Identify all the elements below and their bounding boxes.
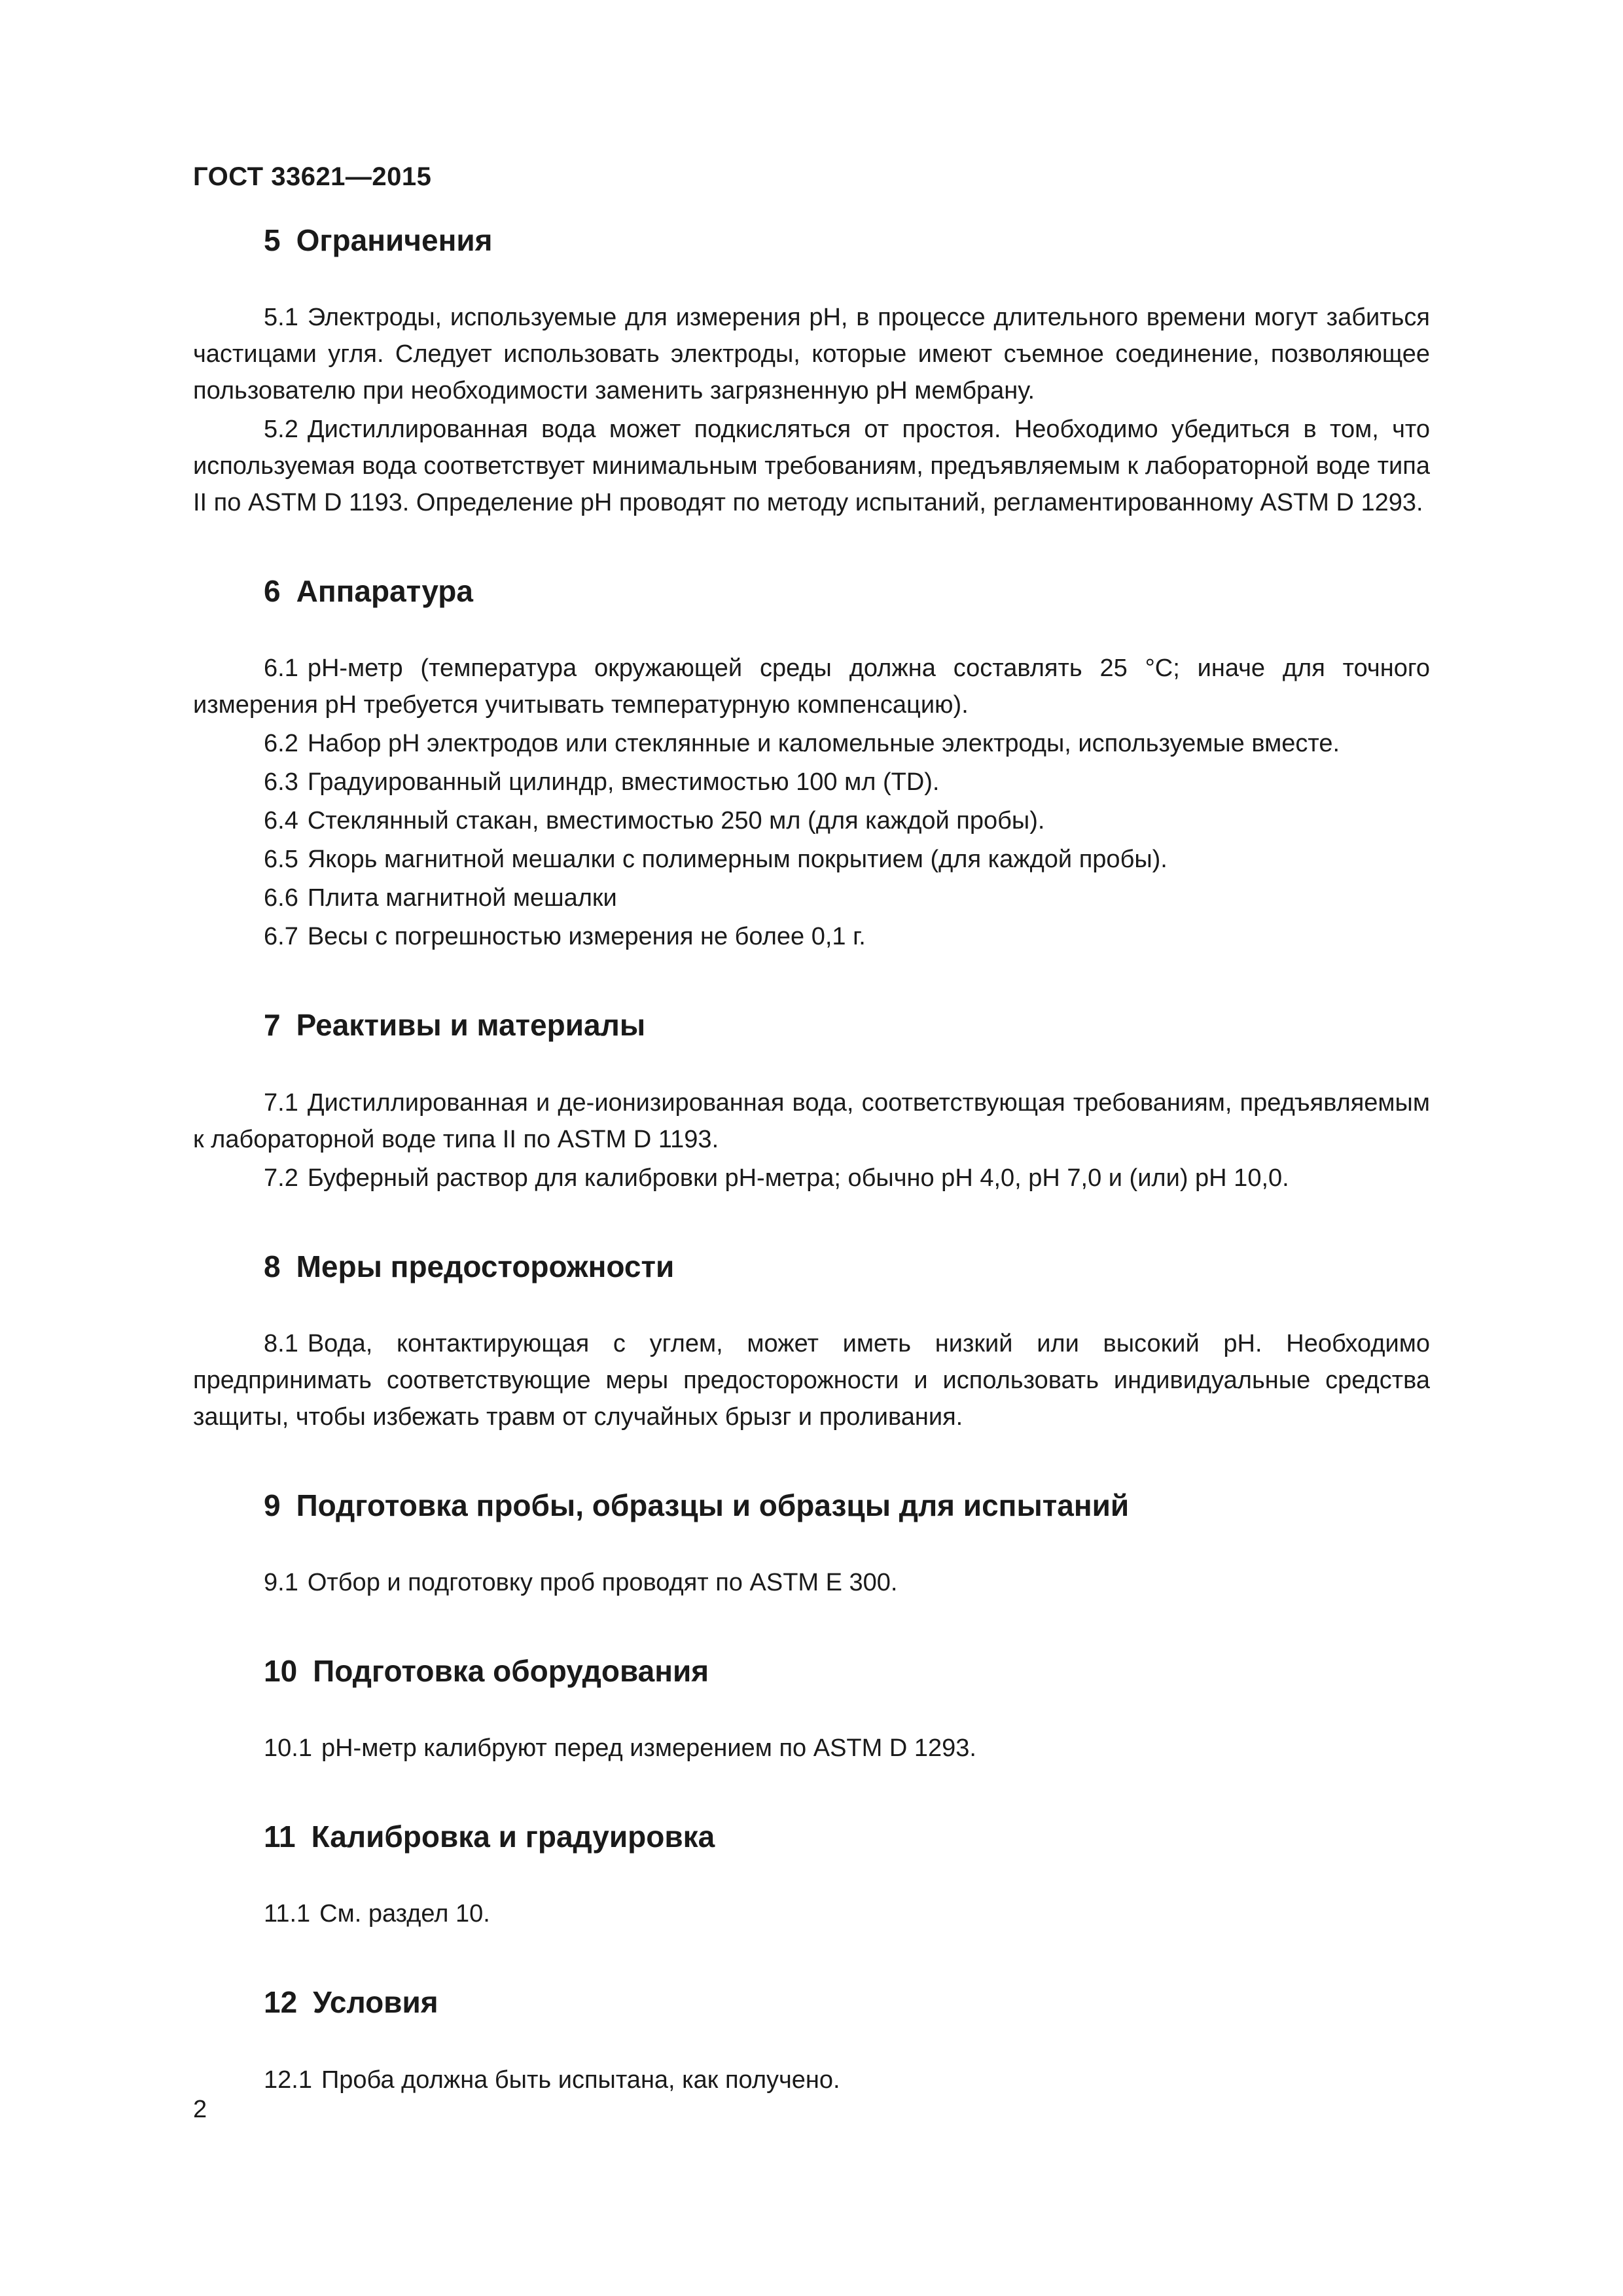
section-heading <box>193 1488 1430 1524</box>
clause-number: 6.5 <box>264 846 298 874</box>
clause-number: 5.2 <box>264 416 298 444</box>
section-number: 5 <box>264 223 281 257</box>
section-heading <box>193 1819 1430 1855</box>
clause-number: 7.1 <box>264 1088 298 1117</box>
section-heading <box>193 1653 1430 1689</box>
section-items <box>193 1730 1430 1767</box>
clause-number: 7.2 <box>264 1164 298 1192</box>
section-number: 10 <box>264 1653 298 1688</box>
section-title: Условия <box>313 1985 438 2020</box>
clause-text: pH-метр калибруют перед измерением по ASTM D 1293. <box>321 1734 976 1763</box>
section-heading <box>193 223 1430 259</box>
clause-text: Набор pH электродов или стеклянные и каломельные электроды, используемые вместе. <box>307 730 1340 758</box>
clause-text: Проба должна быть испытана, как получено. <box>321 2066 840 2094</box>
clause-text: Весы с погрешностью измерения не более 0,1 г. <box>307 923 866 951</box>
section-8 <box>193 1249 1430 1435</box>
section-heading <box>193 1984 1430 2020</box>
section-title: Подготовка оборудования <box>313 1653 709 1688</box>
section-heading <box>193 1007 1430 1043</box>
clause-paragraph <box>193 650 1430 723</box>
clause-number: 6.3 <box>264 768 298 797</box>
clause-text: Стеклянный стакан, вместимостью 250 мл (для каждой пробы). <box>307 807 1045 835</box>
clause-paragraph <box>193 2062 1430 2098</box>
section-title: Ограничения <box>296 223 493 257</box>
clause-number: 9.1 <box>264 1568 298 1596</box>
clause-paragraph <box>193 1564 1430 1601</box>
clause-paragraph <box>193 802 1430 839</box>
section-12 <box>193 1984 1430 2098</box>
clause-paragraph <box>193 764 1430 800</box>
section-title: Калибровка и градуировка <box>311 1820 715 1854</box>
section-7 <box>193 1007 1430 1196</box>
clause-text: Плита магнитной мешалки <box>307 884 617 912</box>
section-10 <box>193 1653 1430 1767</box>
clause-paragraph <box>193 1895 1430 1932</box>
section-number: 7 <box>264 1008 281 1043</box>
section-title: Меры предосторожности <box>296 1249 675 1283</box>
clause-text: См. раздел 10. <box>319 1900 490 1928</box>
clause-number: 5.1 <box>264 304 298 332</box>
section-number: 9 <box>264 1488 281 1522</box>
clause-text: Дистиллированная вода может подкисляться от простоя. Необходимо убедиться в том, что используемая вода соответствует минимальным требованиям, предъявляемым к лабораторной воде типа II по ASTM D 1193. Определение pH проводят по методу испытаний, регламентированному ASTM D 1293. <box>193 416 1430 517</box>
section-9 <box>193 1488 1430 1601</box>
clause-number: 12.1 <box>264 2066 312 2094</box>
clause-number: 11.1 <box>264 1900 311 1928</box>
clause-paragraph <box>193 1160 1430 1196</box>
section-number: 12 <box>264 1985 298 2020</box>
clause-number: 6.4 <box>264 807 298 835</box>
clause-text: Якорь магнитной мешалки с полимерным покрытием (для каждой пробы). <box>307 846 1168 874</box>
clause-text: Буферный раствор для калибровки pH-метра; обычно pH 4,0, pH 7,0 и (или) pH 10,0. <box>307 1164 1289 1192</box>
section-5 <box>193 223 1430 521</box>
clause-paragraph <box>193 1730 1430 1767</box>
clause-text: Отбор и подготовку проб проводят по ASTM E 300. <box>307 1568 898 1596</box>
document-code-header: ГОСТ 33621—2015 <box>193 162 432 191</box>
section-items <box>193 1564 1430 1601</box>
section-title: Аппаратура <box>296 574 473 609</box>
clause-paragraph <box>193 1085 1430 1158</box>
section-items <box>193 1085 1430 1196</box>
section-items <box>193 1895 1430 1932</box>
clause-text: Дистиллированная и де-ионизированная вода, соответствующая требованиям, предъявляемым к лабораторной воде типа II по ASTM D 1193. <box>193 1088 1430 1153</box>
clause-number: 6.6 <box>264 884 298 912</box>
clause-paragraph <box>193 411 1430 521</box>
section-11 <box>193 1819 1430 1932</box>
section-number: 6 <box>264 574 281 609</box>
clause-text: Электроды, используемые для измерения pH, в процессе длительного времени могут забиться частицами угля. Следует использовать электроды, которые имеют съемное соединение, позволяющее пользователю при необходимости заменить загрязненную pH мембрану. <box>193 304 1430 405</box>
document-body <box>193 223 1430 2100</box>
section-number: 8 <box>264 1249 281 1283</box>
clause-paragraph <box>193 880 1430 916</box>
clause-text: Градуированный цилиндр, вместимостью 100 мл (TD). <box>307 768 940 797</box>
clause-paragraph <box>193 841 1430 878</box>
clause-number: 6.2 <box>264 730 298 758</box>
section-heading <box>193 573 1430 609</box>
section-6 <box>193 573 1430 955</box>
section-items <box>193 1325 1430 1435</box>
section-items <box>193 650 1430 955</box>
clause-paragraph <box>193 725 1430 762</box>
section-heading <box>193 1249 1430 1285</box>
clause-text: pH-метр (температура окружающей среды должна составлять 25 °С; иначе для точного измерения pH требуется учитывать температурную компенсацию). <box>193 655 1430 719</box>
clause-paragraph <box>193 918 1430 955</box>
clause-number: 8.1 <box>264 1329 298 1357</box>
clause-paragraph <box>193 299 1430 409</box>
clause-paragraph <box>193 1325 1430 1435</box>
clause-text: Вода, контактирующая с углем, может иметь низкий или высокий pH. Необходимо предпринимать соответствующие меры предосторожности и использовать индивидуальные средства защиты, чтобы избежать травм от случайных брызг и проливания. <box>193 1329 1430 1431</box>
section-items <box>193 299 1430 521</box>
clause-number: 6.1 <box>264 655 298 683</box>
section-items <box>193 2062 1430 2098</box>
section-title: Реактивы и материалы <box>296 1008 646 1043</box>
section-number: 11 <box>264 1820 296 1854</box>
clause-number: 6.7 <box>264 923 298 951</box>
page-number: 2 <box>193 2096 207 2123</box>
clause-number: 10.1 <box>264 1734 312 1763</box>
section-title: Подготовка пробы, образцы и образцы для испытаний <box>296 1488 1130 1522</box>
